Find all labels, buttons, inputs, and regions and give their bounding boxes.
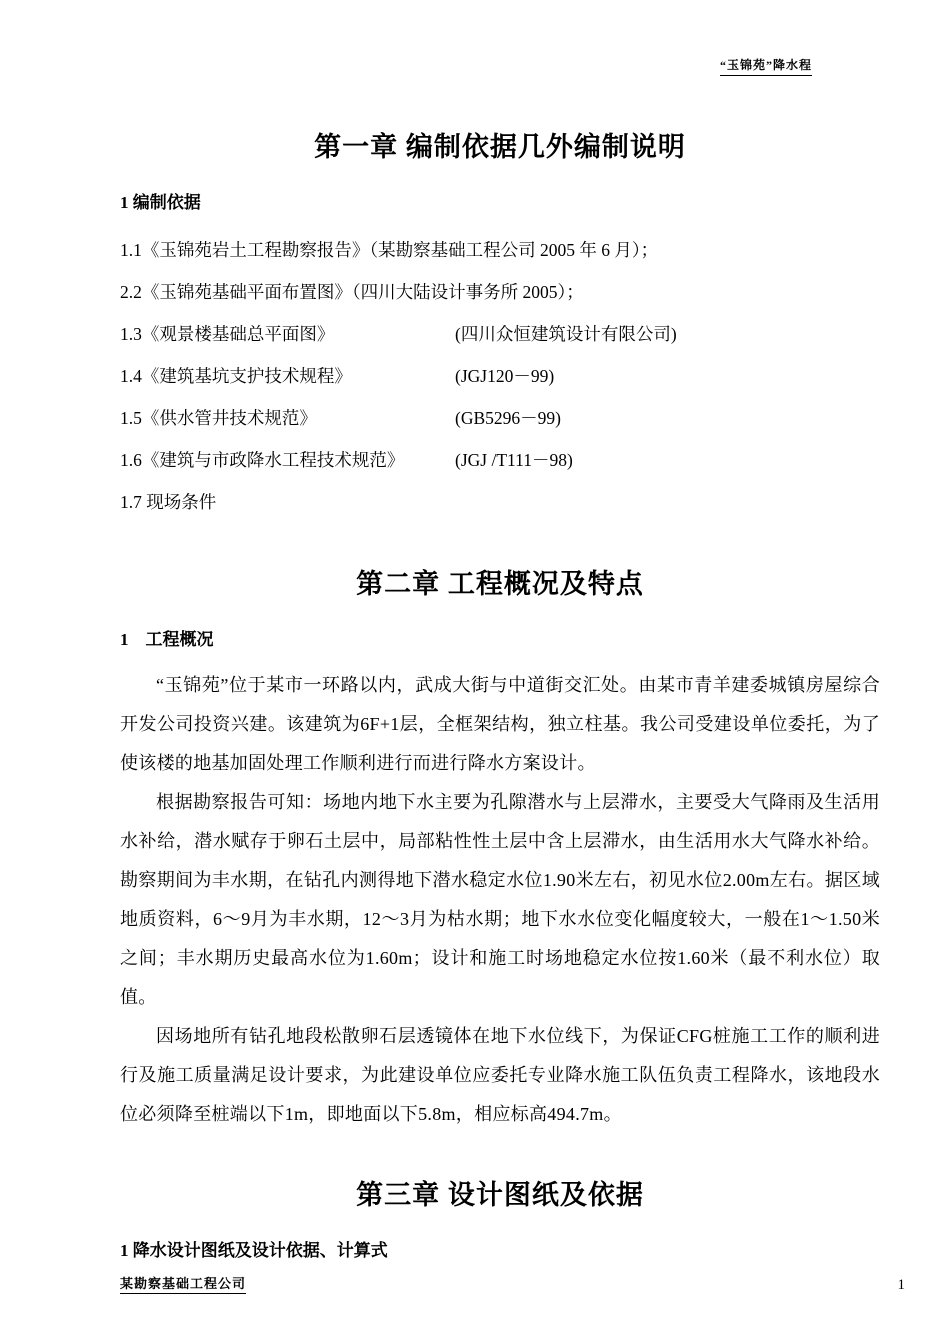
reference-code: (JGJ /T111－98) xyxy=(455,449,573,470)
reference-item xyxy=(120,229,880,271)
body-paragraph: 根据勘察报告可知：场地内地下水主要为孔隙潜水与上层滞水，主要受大气降雨及生活用水补给，潜水赋存于卵石土层中，局部粘性性土层中含上层滞水，由生活用水大气降水补给。勘察期间为丰水期，在钻孔内测得地下潜水稳定水位1.90米左右，初见水位2.00m左右。据区域地质资料，6～9月为丰水期，12～3月为枯水期；地下水水位变化幅度较大，一般在1～1.50米之间；丰水期历史最高水位为1.60m；设计和施工时场地稳定水位按1.60米（最不利水位）取值。 xyxy=(120,791,880,1007)
reference-text: 1.7 现场条件 xyxy=(120,491,217,512)
reference-text: 1.3《观景楼基础总平面图》 xyxy=(120,323,335,344)
header-title: “玉锦苑”降水程 xyxy=(720,56,812,76)
reference-code: (GB5296－99) xyxy=(455,407,561,428)
chapter3-title: 第三章 设计图纸及依据 xyxy=(356,1179,644,1210)
reference-item xyxy=(120,355,880,397)
reference-item xyxy=(120,481,880,523)
chapter2-section-heading: 1 工程概况 xyxy=(120,629,214,649)
chapter2-title: 第二章 工程概况及特点 xyxy=(356,568,644,599)
reference-item xyxy=(120,439,880,481)
chapter1-section-heading: 1 编制依据 xyxy=(120,193,201,213)
reference-text: 1.5《供水管井技术规范》 xyxy=(120,407,317,428)
page-header xyxy=(720,56,812,76)
footer-company-name: 某勘察基础工程公司 xyxy=(120,1273,246,1294)
page-footer xyxy=(120,1273,905,1294)
reference-code: (JGJ120－99) xyxy=(455,365,555,386)
reference-text: 1.4《建筑基坑支护技术规程》 xyxy=(120,365,352,386)
reference-list xyxy=(120,229,880,523)
reference-item xyxy=(120,397,880,439)
reference-text: 2.2《玉锦苑基础平面布置图》（四川大陆设计事务所 2005）； xyxy=(120,281,584,302)
body-text-block xyxy=(120,666,880,1134)
page-number: 1 xyxy=(897,1277,905,1293)
body-paragraph: “玉锦苑”位于某市一环路以内，武成大街与中道街交汇处。由某市青羊建委城镇房屋综合开发公司投资兴建。该建筑为6F+1层，全框架结构，独立柱基。我公司受建设单位委托，为了使该楼的地基加固处理工作顺利进行而进行降水方案设计。 xyxy=(120,674,880,773)
reference-item xyxy=(120,313,880,355)
reference-text: 1.6《建筑与市政降水工程技术规范》 xyxy=(120,449,405,470)
reference-text: 1.1《玉锦苑岩土工程勘察报告》（某勘察基础工程公司 2005 年 6 月）； xyxy=(120,239,659,260)
reference-item xyxy=(120,271,880,313)
reference-code: (四川众恒建筑设计有限公司) xyxy=(455,323,677,344)
body-paragraph: 因场地所有钻孔地段松散卵石层透镜体在地下水位线下，为保证CFG桩施工工作的顺利进行及施工质量满足设计要求，为此建设单位应委托专业降水施工队伍负责工程降水，该地段水位必须降至桩端以下1m，即地面以下5.8m，相应标高494.7m。 xyxy=(120,1025,880,1124)
chapter1-title: 第一章 编制依据几外编制说明 xyxy=(314,132,686,162)
chapter3-section-heading: 1 降水设计图纸及设计依据、计算式 xyxy=(120,1240,388,1260)
